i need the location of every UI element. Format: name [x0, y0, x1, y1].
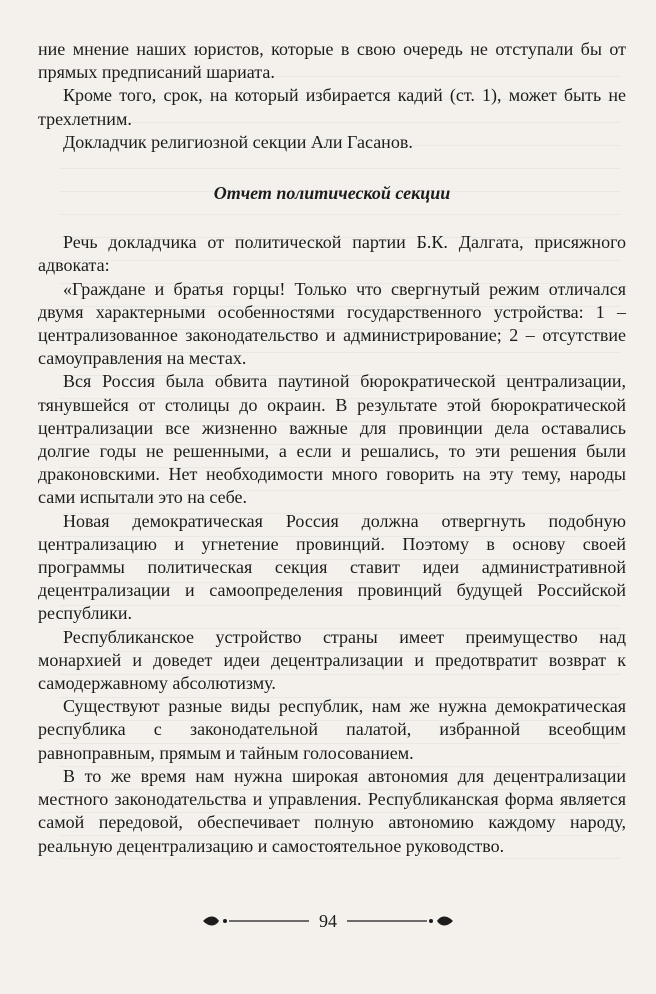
- page-number: 94: [319, 910, 337, 931]
- paragraph: Вся Россия была обвита паутиной бюрократической централизации, тянувшейся от столицы до окраин. В результате этой бюрократической централизации все жизненно важные для провинции дела оставались долгие годы не решенными, а если и решались, то эти решения были драконовскими. Нет необходимости много говорить на эту тему, народы сами испытали это на себе.: [38, 371, 626, 508]
- paragraph: В то же время нам нужна широкая автономия для децентрализации местного законодательства и управления. Республиканская форма является самой передовой, обеспечивает полную автономию каждому народу, реальную децентрализацию и самостоятельное руководство.: [38, 765, 626, 856]
- paragraph: Существуют разные виды республик, нам же нужна демократическая республика с законодательной палатой, избранной всеобщим равноправным, прямым и тайным голосованием.: [38, 696, 626, 763]
- paragraph: Республиканское устройство страны имеет преимущество над монархией и доведет идеи децентрализации и предотвратит возврат к самодержавному абсолютизму.: [38, 626, 626, 694]
- ornament-left-icon: [201, 913, 311, 929]
- paragraph: Речь докладчика от политической партии Б.К. Далгата, присяжного адвоката:: [38, 232, 626, 276]
- page-body: [38, 38, 626, 858]
- paragraph: Докладчик религиозной секции Али Гасанов.: [63, 131, 413, 152]
- paragraph: Кроме того, срок, на который избирается кадий (ст. 1), может быть не трехлетним.: [38, 85, 626, 129]
- page-footer: [0, 906, 656, 936]
- paragraph: «Граждане и братья горцы! Только что свергнутый режим отличался двумя характерными особенностями государственного устройства: 1 – централизованное законодательство и администрирование; 2 – отсутствие самоуправления на местах.: [38, 278, 626, 369]
- paragraph: ние мнение наших юристов, которые в свою очередь не отступали бы от прямых предписаний шариата.: [38, 39, 626, 83]
- paragraph: Новая демократическая Россия должна отвергнуть подобную централизацию и угнетение провинций. Поэтому в основу своей программы политическая секция ставит идеи административной децентрализации и самоопределения провинций будущей Российской республики.: [38, 510, 626, 624]
- ornament-right-icon: [345, 913, 455, 929]
- section-heading: Отчет политической секции: [213, 183, 451, 204]
